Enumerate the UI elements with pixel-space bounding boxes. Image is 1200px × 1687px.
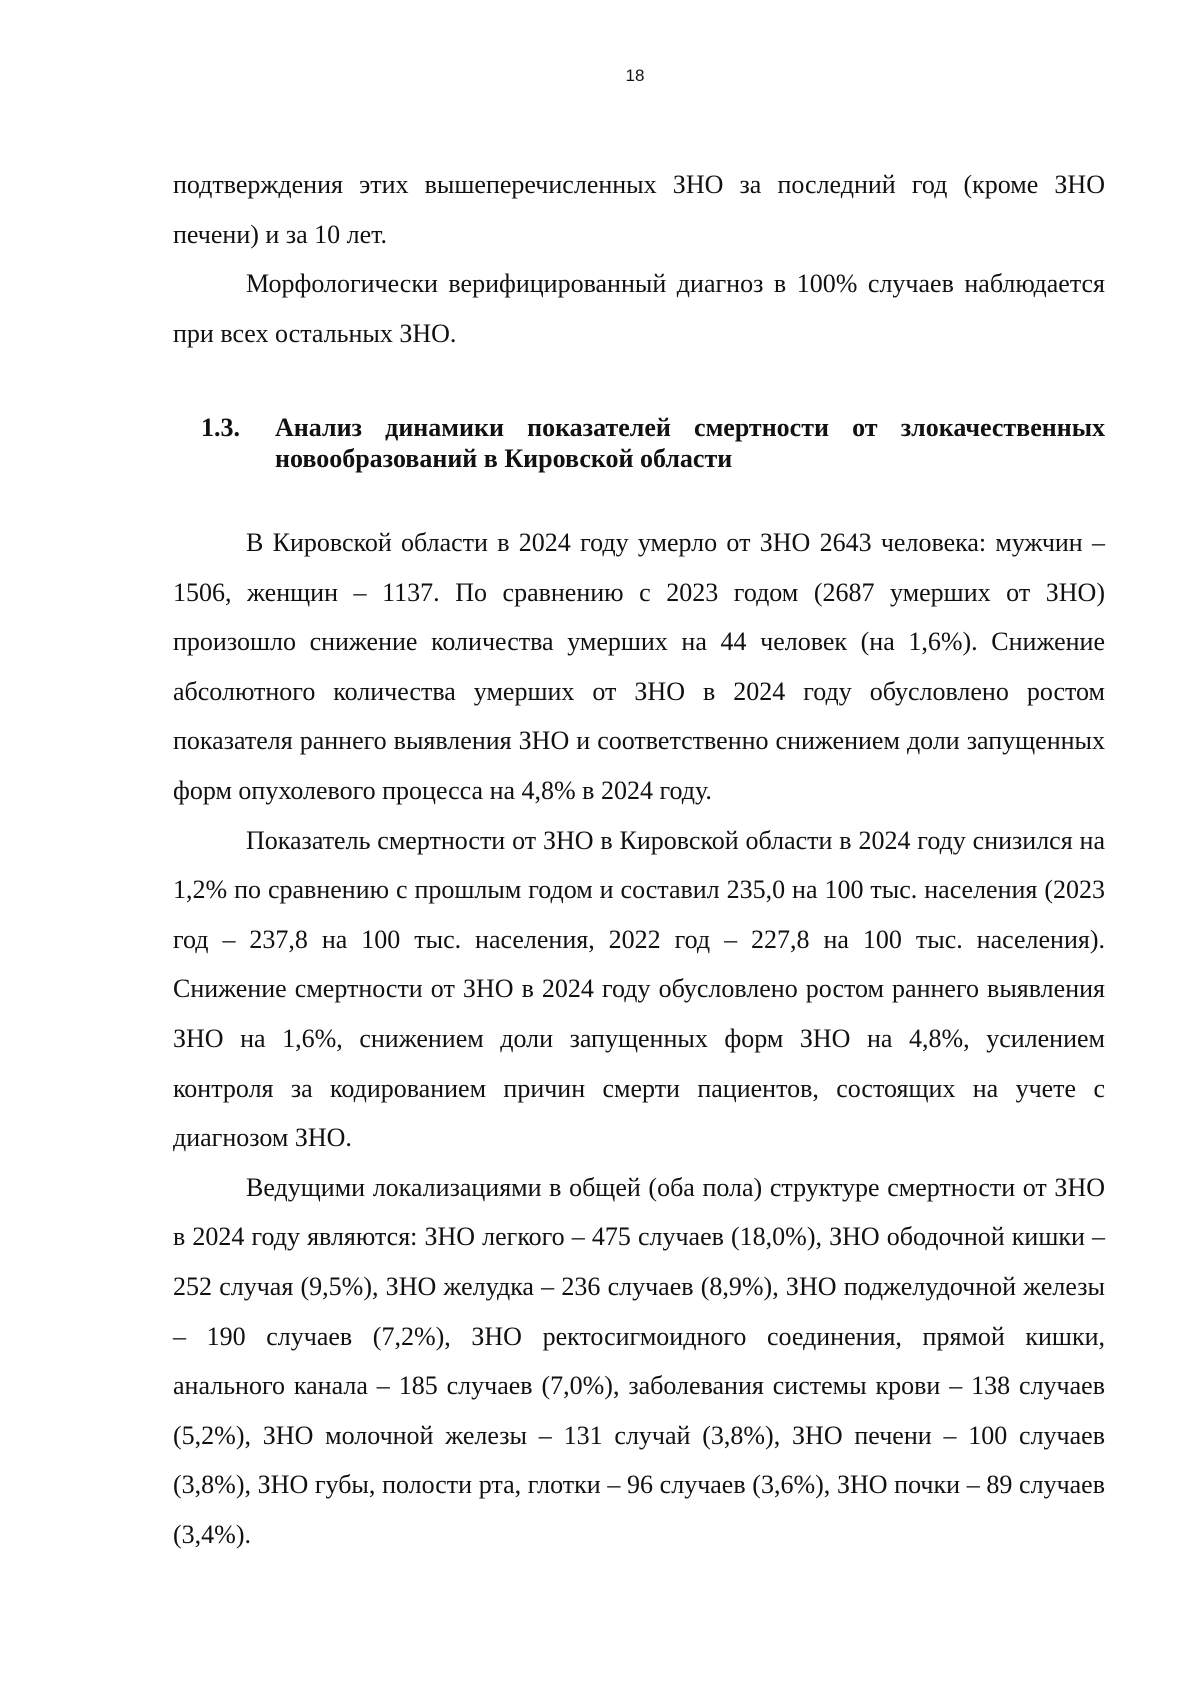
page-content [173,160,1105,1549]
paragraph-leading-localizations: Ведущими локализациями в общей (оба пола) структуре смертности от ЗНО в 2024 году являются: ЗНО легкого – 475 случаев (18,0%), ЗНО ободочной кишки – 252 случая (9,5%), ЗНО желудка – 236 случаев (8,9%), ЗНО поджелудочной железы – 190 случаев (7,2%), ЗНО ректосигмоидного соединения, прямой кишки, анального канала – 185 случаев (7,0%), заболевания системы крови – 138 случаев (5,2%), ЗНО молочной железы – 131 случай (3,8%), ЗНО печени – 100 случаев (3,8%), ЗНО губы, полости рта, глотки – 96 случаев (3,6%), ЗНО почки – 89 случаев (3,4%). [173,1172,1105,1549]
section-title: Анализ динамики показателей смертности от злокачественных новообразований в Кировской области [275,413,1105,473]
section-heading [173,412,1105,474]
paragraph-continuation: подтверждения этих вышеперечисленных ЗНО за последний год (кроме ЗНО печени) и за 10 лет. [173,170,1105,249]
paragraph-mortality-rate: Показатель смертности от ЗНО в Кировской области в 2024 году снизился на 1,2% по сравнению с прошлым годом и составил 235,0 на 100 тыс. населения (2023 год – 237,8 на 100 тыс. населения, 2022 год – 227,8 на 100 тыс. населения). Снижение смертности от ЗНО в 2024 году обусловлено ростом раннего выявления ЗНО на 1,6%, снижением доли запущенных форм ЗНО на 4,8%, усилением контроля за кодированием причин смерти пациентов, состоящих на учете с диагнозом ЗНО. [173,825,1105,1153]
paragraph-morphology: Морфологически верифицированный диагноз в 100% случаев наблюдается при всех остальных ЗНО. [173,269,1105,348]
section-body [173,518,1105,1559]
page-number: 18 [625,66,645,85]
paragraph-deaths-total: В Кировской области в 2024 году умерло от ЗНО 2643 человека: мужчин – 1506, женщин – 1137. По сравнению с 2023 годом (2687 умерших от ЗНО) произошло снижение количества умерших на 44 человек (на 1,6%). Снижение абсолютного количества умерших от ЗНО в 2024 году обусловлено ростом показателя раннего выявления ЗНО и соответственно снижением доли запущенных форм опухолевого процесса на 4,8% в 2024 году. [173,528,1105,805]
section-number: 1.3. [201,413,240,442]
